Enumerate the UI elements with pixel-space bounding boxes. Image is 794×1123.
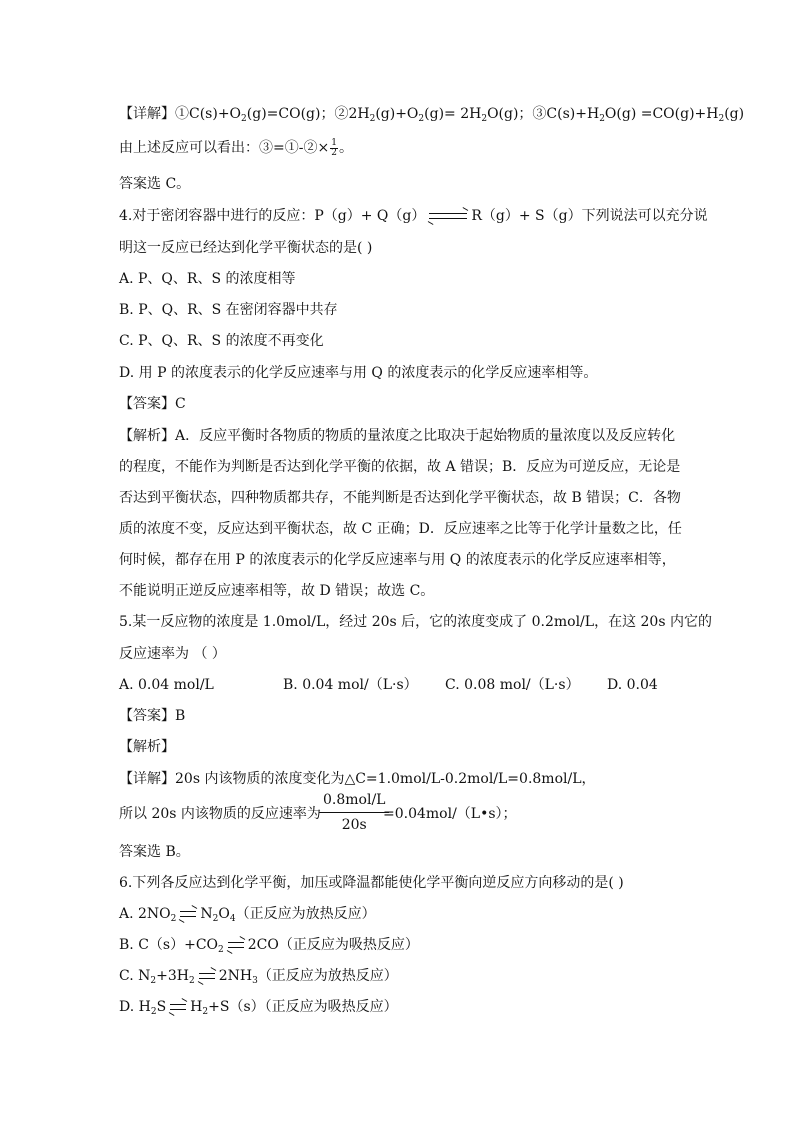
explanation-line: 不能说明正逆反应速率相等，故 D 错误；故选 C。 [119,583,435,599]
subscript: 2 [150,976,157,986]
text: +S（s）（正反应为吸热反应） [208,999,398,1015]
numerator: 1 [331,137,337,148]
text: (g)=CO(g)；②2H [246,106,370,122]
option-d [119,997,734,1017]
text: (g)+O [375,106,419,122]
subscript: 2 [188,976,195,986]
question-4-stem [119,206,734,226]
reversible-arrow-icon [170,1002,186,1012]
option-b: B. 0.04 mol/（L·s） [283,677,418,693]
subscript: 2 [241,114,247,124]
subscript: 2 [212,914,219,924]
text: (g) [724,106,745,122]
subscript: 2 [150,1007,157,1017]
option-b: B. P、Q、R、S 在密闭容器中共存 [119,302,338,318]
detail-line: 【详解】20s 内该物质的浓度变化为△C=1.0mol/L-0.2mol/L=0.8mol/L， [119,771,596,787]
explanation-line: 质的浓度不变，反应达到平衡状态，故 C 正确；D．反应速率之比等于化学计量数之比，任 [119,521,682,537]
option-a [119,904,734,924]
text: O(g) =CO(g)+H [604,106,719,122]
subscript: 2 [418,114,425,124]
text: O(g)；③C(s)+H [487,106,600,122]
text: 所以 20s 内该物质的反应速率为 [119,806,321,822]
option-c: C. P、Q、R、S 的浓度不再变化 [119,333,324,349]
subscript: 2 [202,1007,209,1017]
subscript: 2 [170,914,177,924]
answer-line: 答案选 C。 [119,176,191,192]
denominator: 20s [341,817,367,833]
answer-line: 答案选 B。 [119,844,190,860]
rate-fraction [319,790,389,835]
text: S [156,999,167,1015]
text: (g)= 2H [424,106,482,122]
analysis-label: 【解析】 [119,739,175,755]
text: （正反应为放热反应） [257,968,398,984]
text: O [218,906,230,922]
question-5-stem-cont: 反应速率为 （ ） [119,646,226,662]
reversible-arrow-icon [429,211,467,221]
text: 4.对于密闭容器中进行的反应：P（g）+ Q（g） [119,208,426,224]
text: 2NH [218,968,253,984]
text: D. H [119,999,151,1015]
detail-equations-line [119,104,745,124]
text: 。 [338,140,353,156]
subscript: 2 [599,114,605,124]
text: =0.04mol/（L•s）； [383,806,517,822]
text: 【详解】①C(s)+O [119,106,242,122]
explanation-line: 否达到平衡状态，四种物质都共存，不能判断是否达到化学平衡状态，故 B 错误；C．各物 [119,490,681,506]
text: （正反应为放热反应） [235,906,376,922]
question-4-stem-cont: 明这一反应已经达到化学平衡状态的是( ) [119,240,373,256]
option-b [119,935,734,955]
subscript: 3 [252,976,258,986]
option-a: A. 0.04 mol/L [119,677,214,693]
subscript: 2 [369,114,376,124]
question-5-stem: 5.某一反应物的浓度是 1.0mol/L，经过 20s 后，它的浓度变成了 0.2mol/L，在这 20s 内它的 [119,614,712,630]
option-c [119,966,734,986]
answer-label: 【答案】B [119,708,186,724]
explanation-line: 的程度，不能作为判断是否达到化学平衡的依据，故 A 错误；B．反应为可逆反应，无论是 [119,459,681,475]
reversible-arrow-icon [228,940,244,950]
subscript: 2 [481,114,488,124]
reversible-arrow-icon [199,971,215,981]
derivation-line [119,138,734,158]
subscript: 4 [229,914,236,924]
answer-label: 【答案】C [119,396,186,412]
explanation-line: 【解析】A．反应平衡时各物质的物质的量浓度之比取决于起始物质的量浓度以及反应转化 [119,428,676,444]
text: 由上述反应可以看出：③=①-②× [119,140,330,156]
text: C. N [119,968,151,984]
reversible-arrow-icon [180,909,196,919]
text: N [200,906,213,922]
text: R（g）+ S（g）下列说法可以充分说 [471,208,708,224]
question-6-stem: 6.下列各反应达到化学平衡，加压或降温都能使化学平衡向逆反应方向移动的是( ) [119,875,624,891]
option-a: A. P、Q、R、S 的浓度相等 [119,271,296,287]
text: 2CO（正反应为吸热反应） [247,937,419,953]
explanation-line: 何时候，都存在用 P 的浓度表示的化学反应速率与用 Q 的浓度表示的化学反应速率相等， [119,552,676,568]
denominator: 2 [331,147,337,158]
option-d: D. 用 P 的浓度表示的化学反应速率与用 Q 的浓度表示的化学反应速率相等。 [119,365,598,381]
numerator: 0.8mol/L [319,790,389,813]
text: B. C（s）+CO [119,937,219,953]
subscript: 2 [218,945,224,955]
question-5-options [119,675,734,695]
fraction [330,139,338,158]
text: H [190,999,203,1015]
rate-formula-line [119,792,734,833]
subscript: 2 [718,114,725,124]
text: A. 2NO [119,906,171,922]
option-d: D. 0.04 [607,677,658,693]
option-c: C. 0.08 mol/（L·s） [445,677,580,693]
text: +3H [156,968,189,984]
